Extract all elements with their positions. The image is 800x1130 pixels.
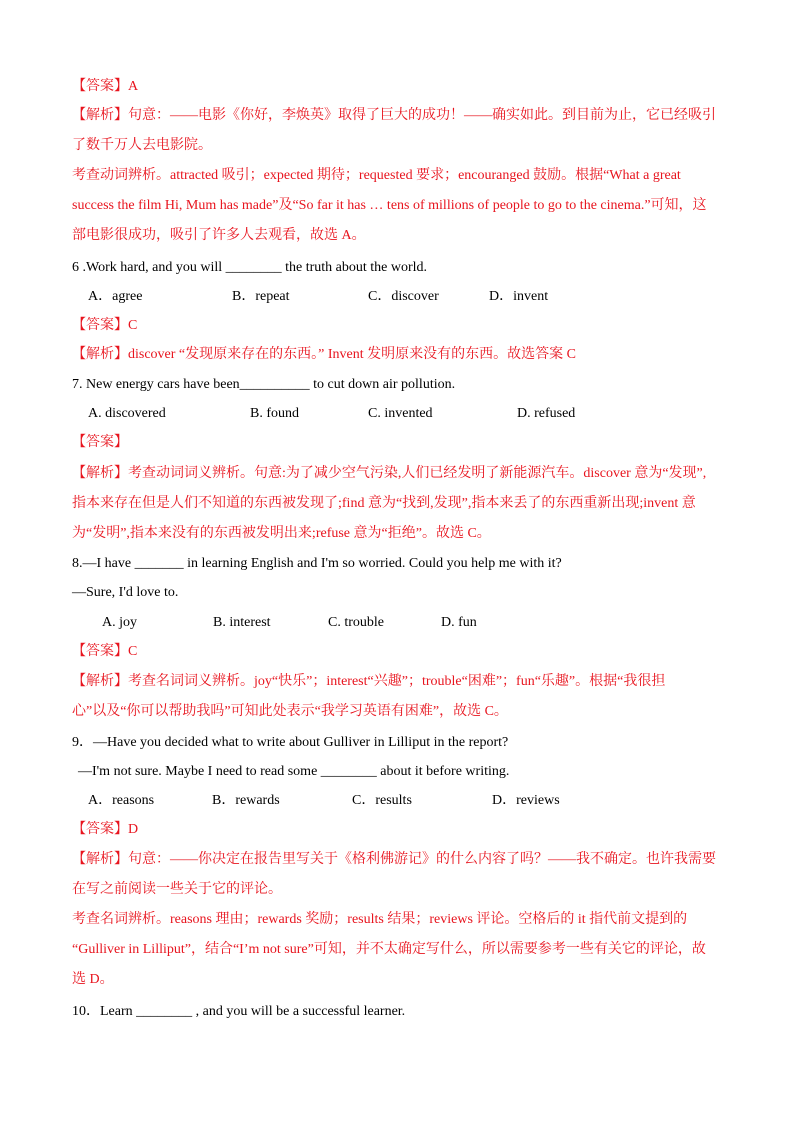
q9-option-a: A．reasons — [88, 793, 155, 808]
q7-option-a: A. discovered — [88, 406, 166, 421]
q8-answer: 【答案】C — [72, 644, 138, 659]
q8-reply: —Sure, I'd love to. — [72, 585, 179, 600]
q8-option-c: C. trouble — [328, 615, 384, 630]
q5-analysis-line-2: 了数千万人去电影院。 — [72, 138, 212, 153]
q7-question: 7. New energy cars have been__________ to cut down air pollution. — [72, 377, 456, 392]
q7-answer: 【答案】 — [72, 435, 128, 450]
q9-option-b: B．rewards — [212, 793, 280, 808]
q8-analysis-line-1: 【解析】考查名词词义辨析。joy“快乐”；interest“兴趣”；trouble“困难”；fun“乐趣”。根据“我很担 — [72, 674, 666, 689]
q5-answer: 【答案】A — [72, 79, 139, 94]
q6-option-c: C．discover — [368, 289, 439, 304]
q8-option-b: B. interest — [213, 615, 271, 630]
q7-option-d: D. refused — [517, 406, 576, 421]
q9-reply: —I'm not sure. Maybe I need to read some ________ about it before writing. — [78, 764, 510, 779]
q5-analysis-line-1: 【解析】句意：——电影《你好，李焕英》取得了巨大的成功！——确实如此。到目前为止，它已经吸引 — [72, 108, 716, 123]
q8-option-a: A. joy — [102, 615, 137, 630]
q9-analysis-line-4: “Gulliver in Lilliput”，结合“I’m not sure”可知，并不太确定写什么，所以需要参考一些有关它的评论，故 — [72, 942, 706, 957]
q9-analysis-line-3: 考查名词辨析。reasons 理由；rewards 奖励；results 结果；reviews 评论。空格后的 it 指代前文提到的 — [72, 912, 688, 927]
q5-analysis-line-5: 部电影很成功，吸引了许多人去观看，故选 A。 — [72, 228, 366, 243]
q8-option-d: D. fun — [441, 615, 477, 630]
q9-option-c: C．results — [352, 793, 412, 808]
q6-answer: 【答案】C — [72, 318, 138, 333]
q5-analysis-line-3: 考查动词辨析。attracted 吸引；expected 期待；requested 要求；encouranged 鼓励。根据“What a great — [72, 168, 681, 183]
q7-option-b: B. found — [250, 406, 299, 421]
q6-analysis-line-1: 【解析】discover “发现原来存在的东西。” Invent 发明原来没有的东西。故选答案 C — [72, 347, 576, 362]
q7-option-c: C. invented — [368, 406, 433, 421]
q10-question: 10．Learn ________ , and you will be a successful learner. — [72, 1004, 406, 1019]
q7-analysis-line-3: 为“发明”,指本来没有的东西被发明出来;refuse 意为“拒绝”。故选 C。 — [72, 526, 491, 541]
q9-answer: 【答案】D — [72, 822, 139, 837]
q9-analysis-line-2: 在写之前阅读一些关于它的评论。 — [72, 882, 282, 897]
q5-analysis-line-4: success the film Hi, Mum has made”及“So far it has … tens of millions of people to go to the cinema.”可知，这 — [72, 198, 707, 213]
q9-analysis-line-1: 【解析】句意：——你决定在报告里写关于《格利佛游记》的什么内容了吗？——我不确定。也许我需要 — [72, 852, 716, 867]
q6-option-a: A．agree — [88, 289, 143, 304]
q7-analysis-line-1: 【解析】考查动词词义辨析。句意:为了减少空气污染,人们已经发明了新能源汽车。discover 意为“发现”, — [72, 466, 707, 481]
q9-question: 9．—Have you decided what to write about Gulliver in Lilliput in the report? — [72, 735, 509, 750]
q8-analysis-line-2: 心”以及“你可以帮助我吗”可知此处表示“我学习英语有困难”，故选 C。 — [72, 704, 508, 719]
q6-option-b: B．repeat — [232, 289, 290, 304]
q7-analysis-line-2: 指本来存在但是人们不知道的东西被发现了;find 意为“找到,发现”,指本来丢了的东西重新出现;invent 意 — [72, 496, 696, 511]
q9-option-d: D．reviews — [492, 793, 560, 808]
q6-option-d: D．invent — [489, 289, 549, 304]
q9-analysis-line-5: 选 D。 — [72, 972, 114, 987]
q6-question: 6 .Work hard, and you will ________ the truth about the world. — [72, 260, 428, 275]
q8-question: 8.—I have _______ in learning English and I'm so worried. Could you help me with it? — [72, 556, 562, 571]
